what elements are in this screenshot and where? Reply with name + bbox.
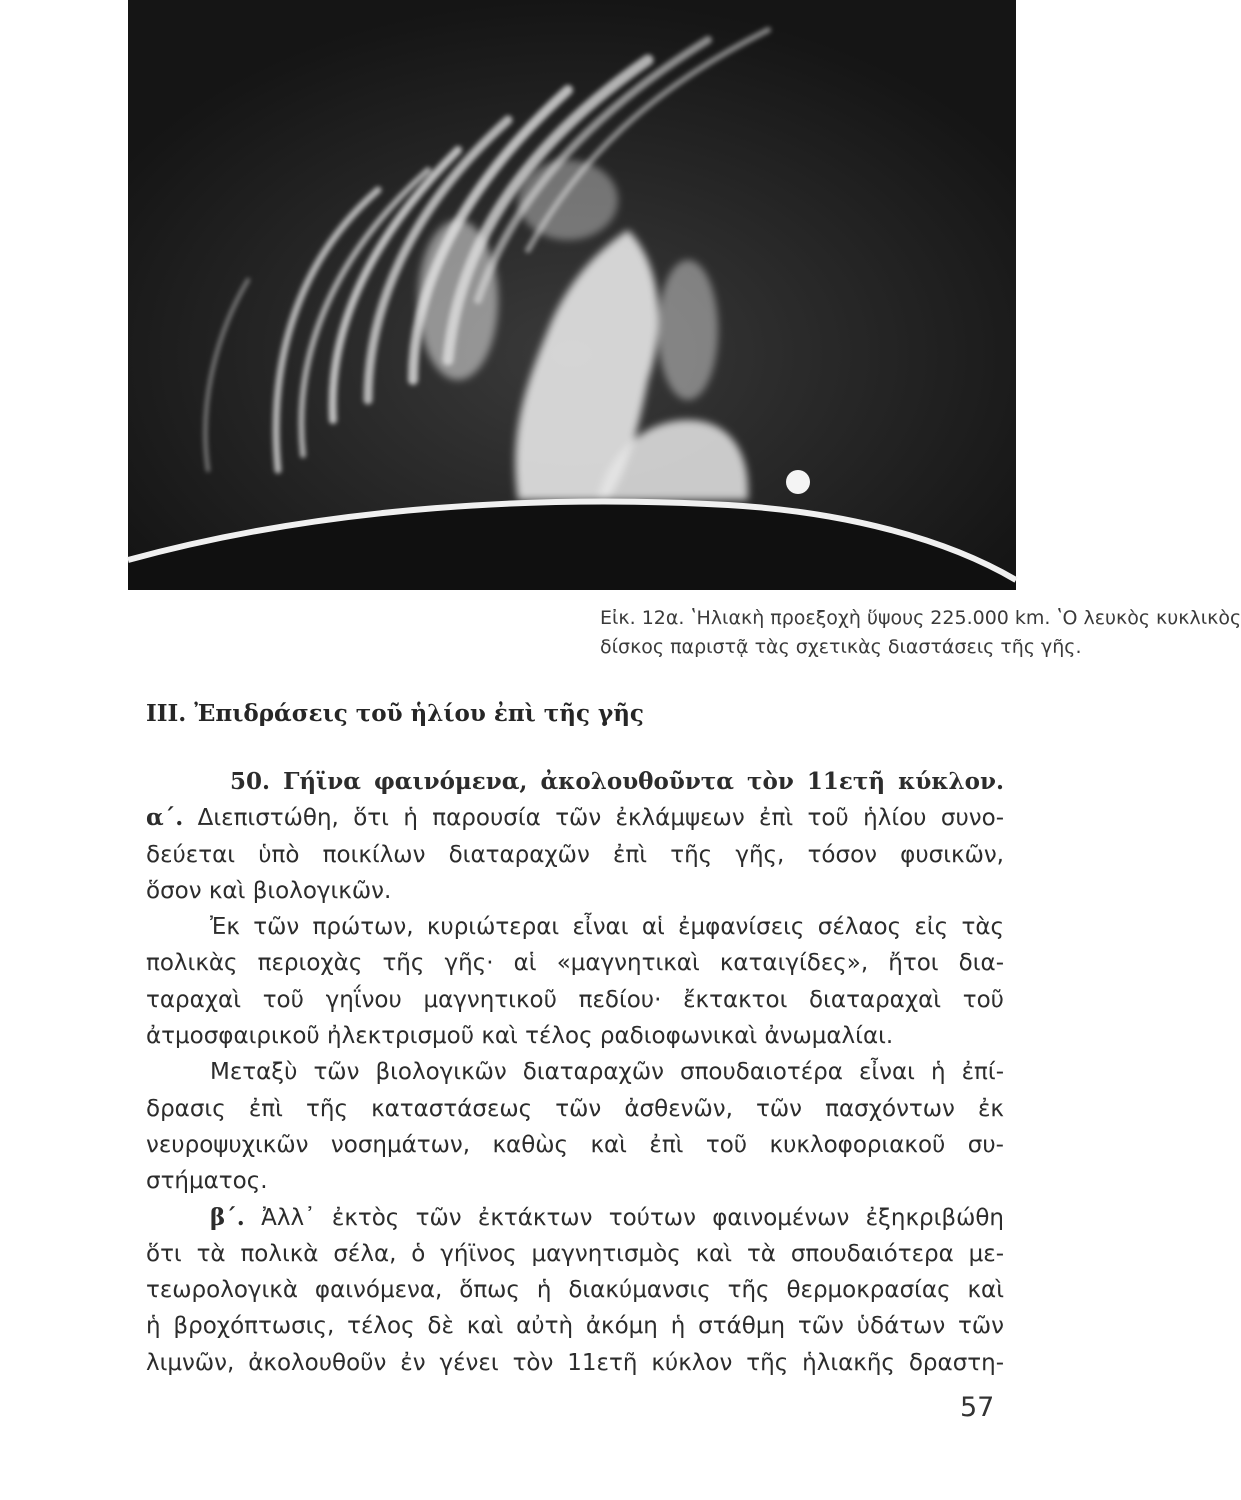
text-line: Μεταξὺ τῶν βιολογικῶν διαταραχῶν σπουδαιοτέρα εἶναι ἡ ἐπί- — [210, 1059, 1004, 1086]
text-line: Ἐκ τῶν πρώτων, κυριώτεραι εἶναι αἱ ἐμφανίσεις σέλαος εἰς τὰς — [210, 914, 1004, 941]
figure-caption — [600, 604, 1241, 662]
text-line: δεύεται ὑπὸ ποικίλων διαταραχῶν ἐπὶ τῆς γῆς, τόσον φυσικῶν, — [146, 841, 1004, 868]
solar-prominence-image — [128, 0, 1016, 590]
solar-prominence-photo — [128, 0, 1016, 590]
body-text — [146, 764, 1004, 1381]
text-line: τεωρολογικὰ φαινόμενα, ὅπως ἡ διακύμανσις τῆς θερμοκρασίας καὶ — [146, 1277, 1004, 1304]
section-title: III. Ἐπιδράσεις τοῦ ἡλίου ἐπὶ τῆς γῆς — [146, 700, 644, 727]
text-line: νευροψυχικῶν νοσημάτων, καθὼς καὶ ἐπὶ τοῦ κυκλοφοριακοῦ συ- — [146, 1131, 1004, 1158]
text-line: ἡ βροχόπτωσις, τέλος δὲ καὶ αὐτὴ ἀκόμη ἡ στάθμη τῶν ὑδάτων τῶν — [146, 1313, 1004, 1340]
text-line: στήματος. — [146, 1168, 268, 1195]
earth-disk — [786, 470, 810, 494]
caption-line-2: δίσκος παριστᾷ τὰς σχετικὰς διαστάσεις τῆς γῆς. — [600, 636, 1082, 658]
text-line: ταραχαὶ τοῦ γηΐνου μαγνητικοῦ πεδίου· ἔκτακτοι διαταραχαὶ τοῦ — [146, 986, 1004, 1013]
text-line: ὅτι τὰ πολικὰ σέλα, ὁ γήϊνος μαγνητισμὸς καὶ τὰ σπουδαιότερα με- — [146, 1240, 1004, 1267]
paragraph-heading: 50. Γήϊνα φαινόμενα, ἀκολουθοῦντα τὸν 11ετῆ κύκλον. — [230, 768, 1004, 795]
page-number: 57 — [960, 1392, 995, 1423]
text-line — [146, 1200, 1004, 1236]
text-line: λιμνῶν, ἀκολουθοῦν ἐν γένει τὸν 11ετῆ κύκλον τῆς ἡλιακῆς δραστη- — [146, 1349, 1004, 1376]
text-line — [146, 800, 1004, 836]
caption-line-1: Εἰκ. 12α. ʽΗλιακὴ προεξοχὴ ὕψους 225.000 km. ʽΟ λευκὸς κυκλικὸς — [600, 607, 1241, 629]
item-marker-alpha: α΄. — [146, 804, 184, 832]
text-line: ἀτμοσφαιρικοῦ ἠλεκτρισμοῦ καὶ τέλος ραδιοφωνικαὶ ἀνωμαλίαι. — [146, 1023, 894, 1050]
text-line: πολικὰς περιοχὰς τῆς γῆς· αἱ «μαγνητικαὶ καταιγίδες», ἤτοι δια- — [146, 950, 1004, 977]
text-line: δρασις ἐπὶ τῆς καταστάσεως τῶν ἀσθενῶν, τῶν πασχόντων ἐκ — [146, 1095, 1004, 1122]
text-line: ὅσον καὶ βιολογικῶν. — [146, 877, 392, 904]
text-line-content: Ἀλλ᾽ ἐκτὸς τῶν ἐκτάκτων τούτων φαινομένων ἐξηκριβώθη — [244, 1204, 1004, 1231]
text-line-content: Διεπιστώθη, ὅτι ἡ παρουσία τῶν ἐκλάμψεων ἐπὶ τοῦ ἡλίου συνο- — [183, 805, 1004, 832]
item-marker-beta: β΄. — [210, 1203, 245, 1231]
